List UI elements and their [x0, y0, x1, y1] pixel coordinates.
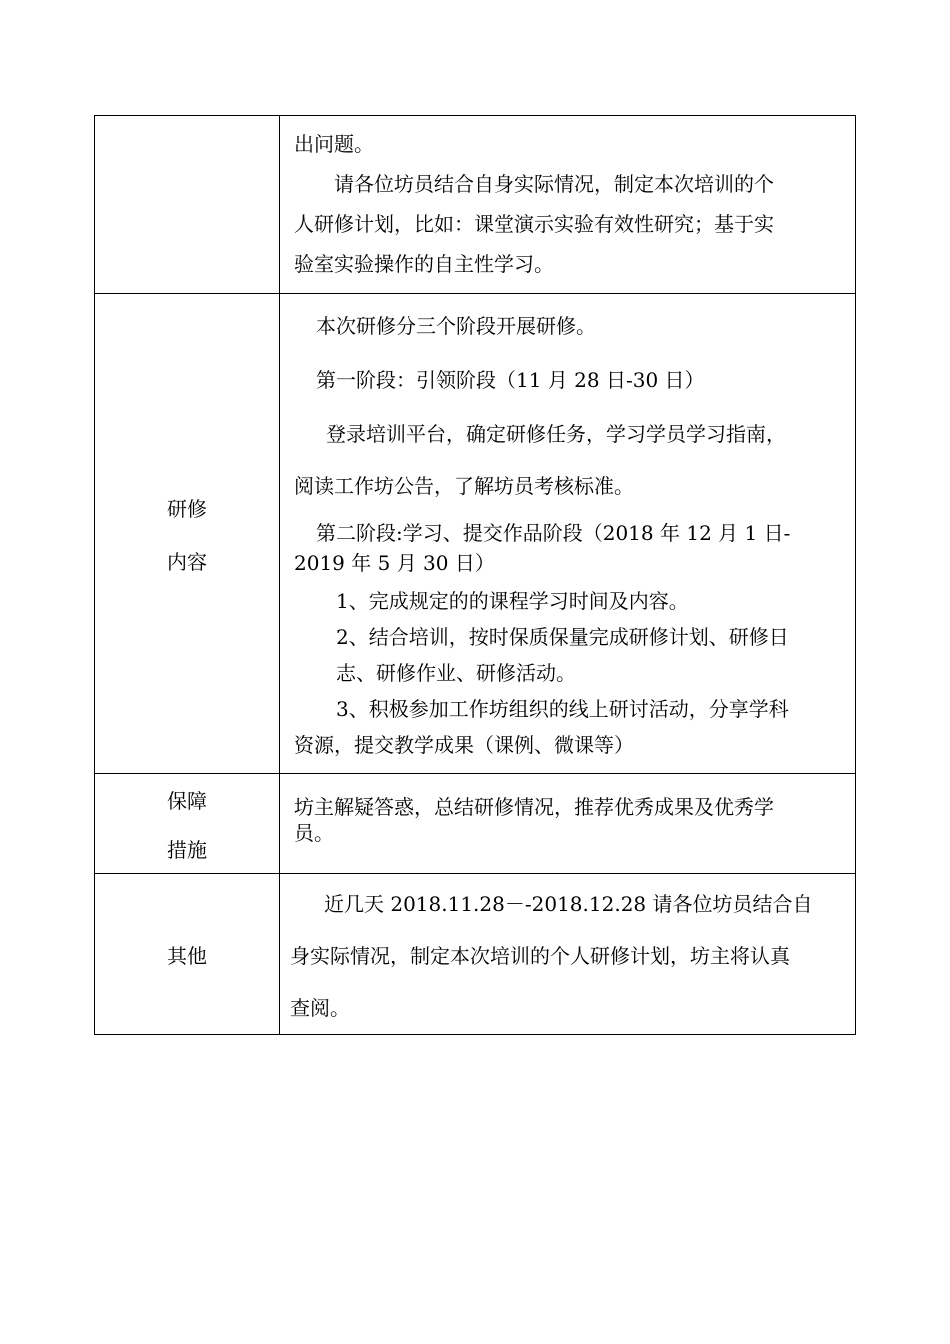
- list-item: 1、完成规定的的课程学习时间及内容。: [336, 589, 689, 613]
- label-line: 研修: [167, 496, 207, 521]
- label-line: 内容: [167, 549, 207, 574]
- list-item: 资源，提交教学成果（课例、微课等）: [294, 733, 634, 757]
- label-line: 其他: [167, 943, 207, 968]
- row-label-safeguards: [95, 774, 280, 874]
- intro-line: 本次研修分三个阶段开展研修。: [316, 314, 596, 338]
- table-row-other: [95, 874, 856, 1035]
- table-row-continuation: [95, 116, 856, 294]
- stage1-title: 第一阶段：引领阶段（11 月 28 日-30 日）: [316, 368, 705, 392]
- row-content-continuation: [280, 116, 856, 294]
- content-line: 身实际情况，制定本次培训的个人研修计划，坊主将认真: [290, 944, 790, 968]
- stage1-line: 阅读工作坊公告，了解坊员考核标准。: [294, 474, 634, 498]
- content-line: 人研修计划，比如：课堂演示实验有效性研究；基于实: [294, 212, 774, 236]
- table-row-study-content: [95, 294, 856, 774]
- stage2-title: 第二阶段:学习、提交作品阶段（2018 年 12 月 1 日-: [316, 521, 791, 545]
- content-line: 近几天 2018.11.28－-2018.12.28 请各位坊员结合自: [304, 892, 813, 916]
- row-label-empty: [95, 116, 280, 294]
- content-line: 坊主解疑答惑，总结研修情况，推荐优秀成果及优秀学: [294, 795, 774, 819]
- list-item: 2、结合培训，按时保质保量完成研修计划、研修日: [336, 625, 789, 649]
- list-item: 3、积极参加工作坊组织的线上研讨活动，分享学科: [336, 697, 789, 721]
- content-line: 员。: [294, 821, 334, 845]
- stage1-line: 登录培训平台，确定研修任务，学习学员学习指南，: [326, 422, 786, 446]
- row-label-study-content: [95, 294, 280, 774]
- row-content-other: [280, 874, 856, 1035]
- label-line: 保障: [167, 788, 207, 813]
- content-line: 验室实验操作的自主性学习。: [294, 252, 554, 276]
- content-line: 请各位坊员结合自身实际情况，制定本次培训的个: [294, 172, 774, 196]
- row-content-study-content: [280, 294, 856, 774]
- document-table: [94, 115, 856, 1035]
- list-item: 志、研修作业、研修活动。: [336, 661, 576, 685]
- stage2-title: 2019 年 5 月 30 日）: [294, 551, 495, 575]
- label-line: 措施: [167, 837, 207, 862]
- content-line: 出问题。: [294, 132, 374, 156]
- table-row-safeguards: [95, 774, 856, 874]
- row-content-safeguards: [280, 774, 856, 874]
- content-line: 查阅。: [290, 996, 350, 1020]
- row-label-other: [95, 874, 280, 1035]
